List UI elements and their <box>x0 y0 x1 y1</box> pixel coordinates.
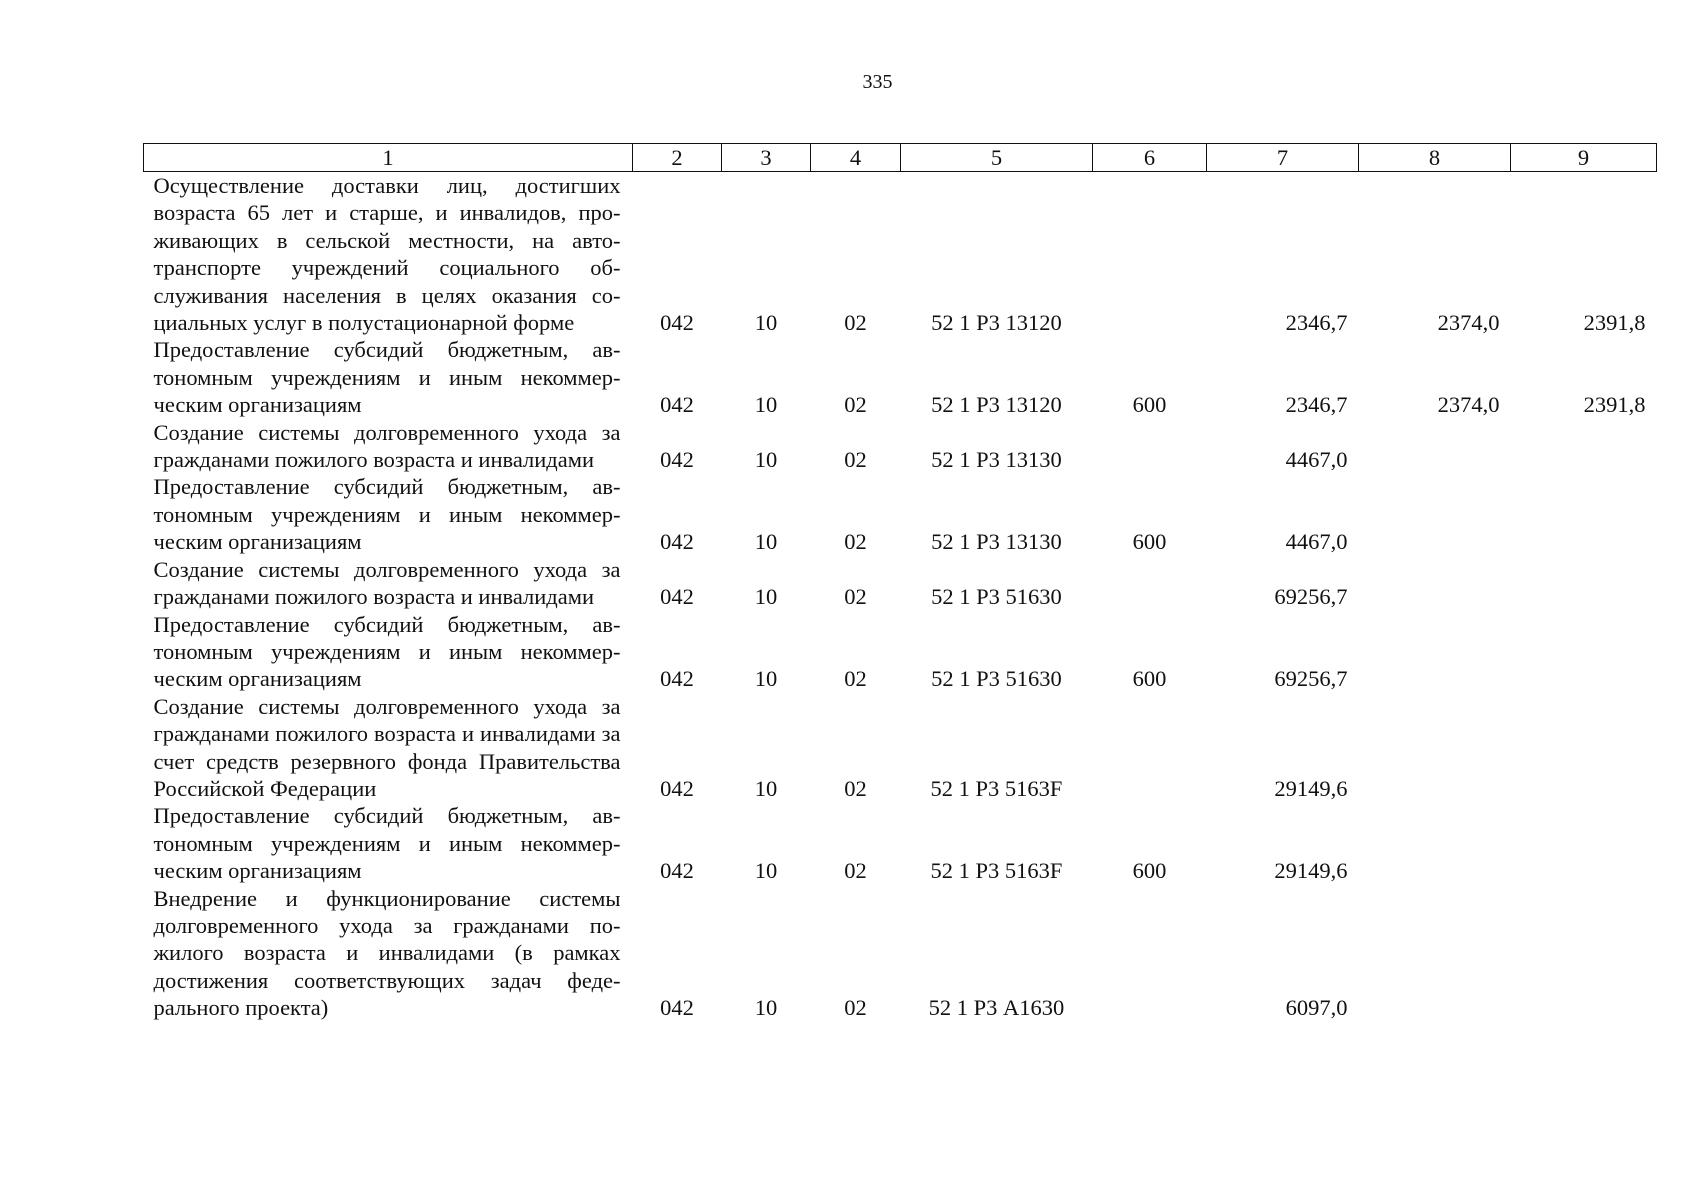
cell-amount-year-3 <box>1511 802 1657 884</box>
table-row <box>144 556 1657 611</box>
cell-expense-type <box>1093 885 1207 1022</box>
table-row <box>144 611 1657 693</box>
cell-amount-year-2 <box>1359 802 1511 884</box>
budget-table <box>143 143 1657 1022</box>
table-row <box>144 419 1657 474</box>
cell-target-article: 52 1 Р3 51630 <box>931 666 1062 692</box>
column-header: 6 <box>1093 144 1207 172</box>
cell-section-code: 10 <box>754 775 778 801</box>
cell-expense-type <box>1093 693 1207 803</box>
cell-amount-year-3 <box>1511 611 1657 693</box>
table-row <box>144 885 1657 1022</box>
cell-ministry-code: 042 <box>660 858 694 884</box>
cell-section-code: 10 <box>754 995 778 1021</box>
cell-amount-year-3: 2391,8 <box>1583 392 1646 418</box>
cell-subsection-code: 02 <box>844 447 867 473</box>
cell-target-article: 52 1 Р3 А1630 <box>928 995 1065 1021</box>
cell-amount-year-1: 2346,7 <box>1285 310 1348 336</box>
column-header: 7 <box>1207 144 1359 172</box>
cell-amount-year-3 <box>1511 885 1657 1022</box>
table-row <box>144 336 1657 418</box>
page-number: 335 <box>862 71 893 93</box>
cell-amount-year-3: 2391,8 <box>1583 310 1646 336</box>
cell-expense-type <box>1093 172 1207 337</box>
cell-ministry-code: 042 <box>660 529 694 555</box>
cell-section-code: 10 <box>754 584 778 610</box>
cell-amount-year-1: 4467,0 <box>1285 529 1348 555</box>
table-row <box>144 473 1657 555</box>
cell-section-code: 10 <box>754 666 778 692</box>
cell-ministry-code: 042 <box>660 584 694 610</box>
cell-expense-type <box>1093 556 1207 611</box>
column-header: 4 <box>811 144 901 172</box>
cell-amount-year-2: 2374,0 <box>1437 310 1500 336</box>
table-row <box>144 693 1657 803</box>
row-description: Создание системы долговременного ухода за гражданами пожилого возраста и инвалидами <box>153 419 621 473</box>
cell-target-article: 52 1 Р3 13120 <box>931 310 1062 336</box>
cell-amount-year-1: 2346,7 <box>1285 392 1348 418</box>
cell-subsection-code: 02 <box>844 584 867 610</box>
cell-amount-year-2: 2374,0 <box>1437 392 1500 418</box>
cell-subsection-code: 02 <box>844 529 867 555</box>
column-header: 3 <box>722 144 811 172</box>
cell-ministry-code: 042 <box>660 775 694 801</box>
cell-amount-year-1: 69256,7 <box>1274 666 1348 692</box>
cell-target-article: 52 1 Р3 13130 <box>931 447 1062 473</box>
cell-target-article: 52 1 Р3 5163F <box>930 775 1063 801</box>
cell-amount-year-1: 69256,7 <box>1274 584 1348 610</box>
cell-amount-year-2 <box>1359 611 1511 693</box>
cell-ministry-code: 042 <box>660 666 694 692</box>
table-row <box>144 802 1657 884</box>
row-description: Создание системы долговременного ухода за гражданами пожилого возраста и инвалидами за счет средств резервного фонда Правительства Российской Федерации <box>153 693 621 801</box>
cell-amount-year-2 <box>1359 885 1511 1022</box>
cell-expense-type: 600 <box>1132 529 1167 555</box>
row-description: Предоставление субсидий бюджетным, автономным учреждениям и иным некоммерческим организациям <box>153 803 621 884</box>
column-header: 1 <box>144 144 633 172</box>
cell-amount-year-2 <box>1359 419 1511 474</box>
cell-expense-type: 600 <box>1132 858 1167 884</box>
cell-amount-year-3 <box>1511 419 1657 474</box>
row-description: Предоставление субсидий бюджетным, автономным учреждениям и иным некоммерческим организациям <box>153 611 621 692</box>
cell-ministry-code: 042 <box>660 310 694 336</box>
cell-subsection-code: 02 <box>844 310 867 336</box>
cell-section-code: 10 <box>754 529 778 555</box>
column-header: 9 <box>1511 144 1657 172</box>
cell-ministry-code: 042 <box>660 995 694 1021</box>
cell-subsection-code: 02 <box>844 775 867 801</box>
row-description: Внедрение и функционирование системы долговременного ухода за гражданами пожилого возраста и инвалидами (в рамках достижения соответствующих задач федерального проекта) <box>153 885 621 1021</box>
cell-amount-year-3 <box>1511 693 1657 803</box>
cell-amount-year-1: 29149,6 <box>1274 858 1348 884</box>
cell-target-article: 52 1 Р3 51630 <box>931 584 1062 610</box>
cell-expense-type: 600 <box>1132 666 1167 692</box>
cell-ministry-code: 042 <box>660 447 694 473</box>
cell-target-article: 52 1 Р3 13120 <box>931 392 1062 418</box>
cell-amount-year-1: 4467,0 <box>1285 447 1348 473</box>
cell-expense-type <box>1093 419 1207 474</box>
cell-subsection-code: 02 <box>844 666 867 692</box>
cell-target-article: 52 1 Р3 5163F <box>930 858 1063 884</box>
cell-amount-year-2 <box>1359 693 1511 803</box>
column-header: 5 <box>901 144 1093 172</box>
cell-amount-year-1: 29149,6 <box>1274 775 1348 801</box>
table-row <box>144 172 1657 337</box>
cell-subsection-code: 02 <box>844 392 867 418</box>
row-description: Осуществление доставки лиц, достигших возраста 65 лет и старше, и инвалидов, проживающих в сельской местности, на автотранспорте учреждений социального обслуживания населения в целях оказания социальных услуг в полустационарной форме <box>153 173 621 336</box>
cell-section-code: 10 <box>754 392 778 418</box>
column-header-row <box>144 144 1657 172</box>
cell-amount-year-3 <box>1511 556 1657 611</box>
cell-subsection-code: 02 <box>844 995 867 1021</box>
cell-section-code: 10 <box>754 447 778 473</box>
row-description: Создание системы долговременного ухода за гражданами пожилого возраста и инвалидами <box>153 556 621 610</box>
cell-amount-year-3 <box>1511 473 1657 555</box>
cell-subsection-code: 02 <box>844 858 867 884</box>
cell-amount-year-2 <box>1359 473 1511 555</box>
column-header: 2 <box>633 144 722 172</box>
cell-section-code: 10 <box>754 858 778 884</box>
column-header: 8 <box>1359 144 1511 172</box>
cell-section-code: 10 <box>754 310 778 336</box>
cell-amount-year-2 <box>1359 556 1511 611</box>
row-description: Предоставление субсидий бюджетным, автономным учреждениям и иным некоммерческим организациям <box>153 337 621 418</box>
table-body <box>144 172 1657 1022</box>
cell-amount-year-1: 6097,0 <box>1285 995 1348 1021</box>
cell-target-article: 52 1 Р3 13130 <box>931 529 1062 555</box>
cell-ministry-code: 042 <box>660 392 694 418</box>
row-description: Предоставление субсидий бюджетным, автономным учреждениям и иным некоммерческим организациям <box>153 474 621 555</box>
cell-expense-type: 600 <box>1132 392 1167 418</box>
